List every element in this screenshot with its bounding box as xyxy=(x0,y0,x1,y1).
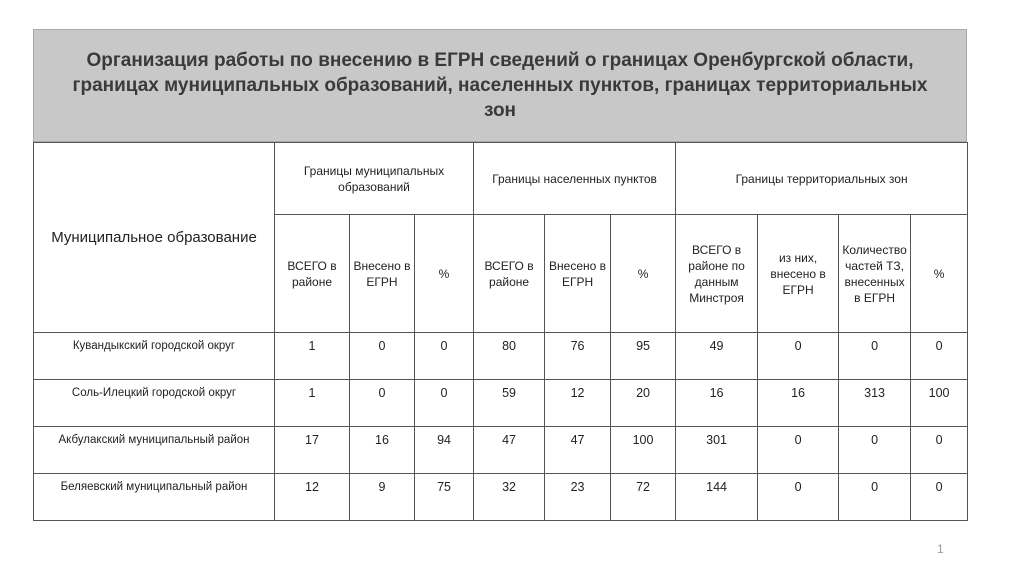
cell-mun-total: 1 xyxy=(275,333,350,380)
cell-terr-entered: 0 xyxy=(758,427,839,474)
cell-mun-percent: 0 xyxy=(415,333,474,380)
subheader-mun-total: ВСЕГО в районе xyxy=(275,215,350,333)
title-band xyxy=(33,29,967,142)
header-row-groups xyxy=(34,143,968,215)
cell-mun-percent: 94 xyxy=(415,427,474,474)
subheader-terr-parts: Количество частей ТЗ, внесенных в ЕГРН xyxy=(839,215,911,333)
table-row xyxy=(34,427,968,474)
page-number: 1 xyxy=(937,542,944,556)
cell-terr-percent: 0 xyxy=(911,333,968,380)
cell-terr-entered: 0 xyxy=(758,474,839,521)
subheader-terr-total: ВСЕГО в районе по данным Минстроя xyxy=(676,215,758,333)
cell-settle-entered: 12 xyxy=(545,380,611,427)
group-header-territorial: Границы территориальных зон xyxy=(676,143,968,215)
cell-settle-total: 47 xyxy=(474,427,545,474)
cell-mun-total: 12 xyxy=(275,474,350,521)
cell-mun-total: 1 xyxy=(275,380,350,427)
cell-terr-entered: 16 xyxy=(758,380,839,427)
cell-settle-total: 80 xyxy=(474,333,545,380)
cell-terr-total: 144 xyxy=(676,474,758,521)
cell-mun-percent: 75 xyxy=(415,474,474,521)
cell-settle-percent: 100 xyxy=(611,427,676,474)
cell-settle-percent: 95 xyxy=(611,333,676,380)
subheader-settle-entered: Внесено в ЕГРН xyxy=(545,215,611,333)
subheader-terr-entered: из них, внесено в ЕГРН xyxy=(758,215,839,333)
row-name: Кувандыкский городской округ xyxy=(34,333,275,380)
cell-settle-entered: 23 xyxy=(545,474,611,521)
cell-terr-parts: 0 xyxy=(839,474,911,521)
cell-settle-entered: 76 xyxy=(545,333,611,380)
table-row xyxy=(34,333,968,380)
cell-mun-entered: 0 xyxy=(350,380,415,427)
cell-terr-percent: 0 xyxy=(911,474,968,521)
cell-terr-parts: 0 xyxy=(839,427,911,474)
cell-mun-percent: 0 xyxy=(415,380,474,427)
subheader-settle-percent: % xyxy=(611,215,676,333)
cell-mun-entered: 9 xyxy=(350,474,415,521)
cell-settle-entered: 47 xyxy=(545,427,611,474)
subheader-settle-total: ВСЕГО в районе xyxy=(474,215,545,333)
cell-terr-total: 16 xyxy=(676,380,758,427)
data-table xyxy=(33,142,968,521)
column-header-municipality: Муниципальное образование xyxy=(34,143,275,333)
group-header-municipal: Границы муниципальных образований xyxy=(275,143,474,215)
row-name: Беляевский муниципальный район xyxy=(34,474,275,521)
cell-settle-total: 59 xyxy=(474,380,545,427)
cell-terr-parts: 313 xyxy=(839,380,911,427)
cell-mun-total: 17 xyxy=(275,427,350,474)
cell-terr-percent: 100 xyxy=(911,380,968,427)
row-name: Акбулакский муниципальный район xyxy=(34,427,275,474)
cell-settle-percent: 72 xyxy=(611,474,676,521)
cell-terr-total: 301 xyxy=(676,427,758,474)
table-row xyxy=(34,474,968,521)
cell-settle-total: 32 xyxy=(474,474,545,521)
row-name: Соль-Илецкий городской округ xyxy=(34,380,275,427)
subheader-terr-percent: % xyxy=(911,215,968,333)
table-row xyxy=(34,380,968,427)
cell-terr-total: 49 xyxy=(676,333,758,380)
cell-terr-percent: 0 xyxy=(911,427,968,474)
cell-terr-entered: 0 xyxy=(758,333,839,380)
group-header-settlements: Границы населенных пунктов xyxy=(474,143,676,215)
cell-mun-entered: 0 xyxy=(350,333,415,380)
cell-mun-entered: 16 xyxy=(350,427,415,474)
subheader-mun-percent: % xyxy=(415,215,474,333)
cell-settle-percent: 20 xyxy=(611,380,676,427)
subheader-mun-entered: Внесено в ЕГРН xyxy=(350,215,415,333)
cell-terr-parts: 0 xyxy=(839,333,911,380)
slide-title: Организация работы по внесению в ЕГРН сведений о границах Оренбургской области, границах муниципальных образований, населенных пунктов, границах территориальных зон xyxy=(72,50,928,121)
